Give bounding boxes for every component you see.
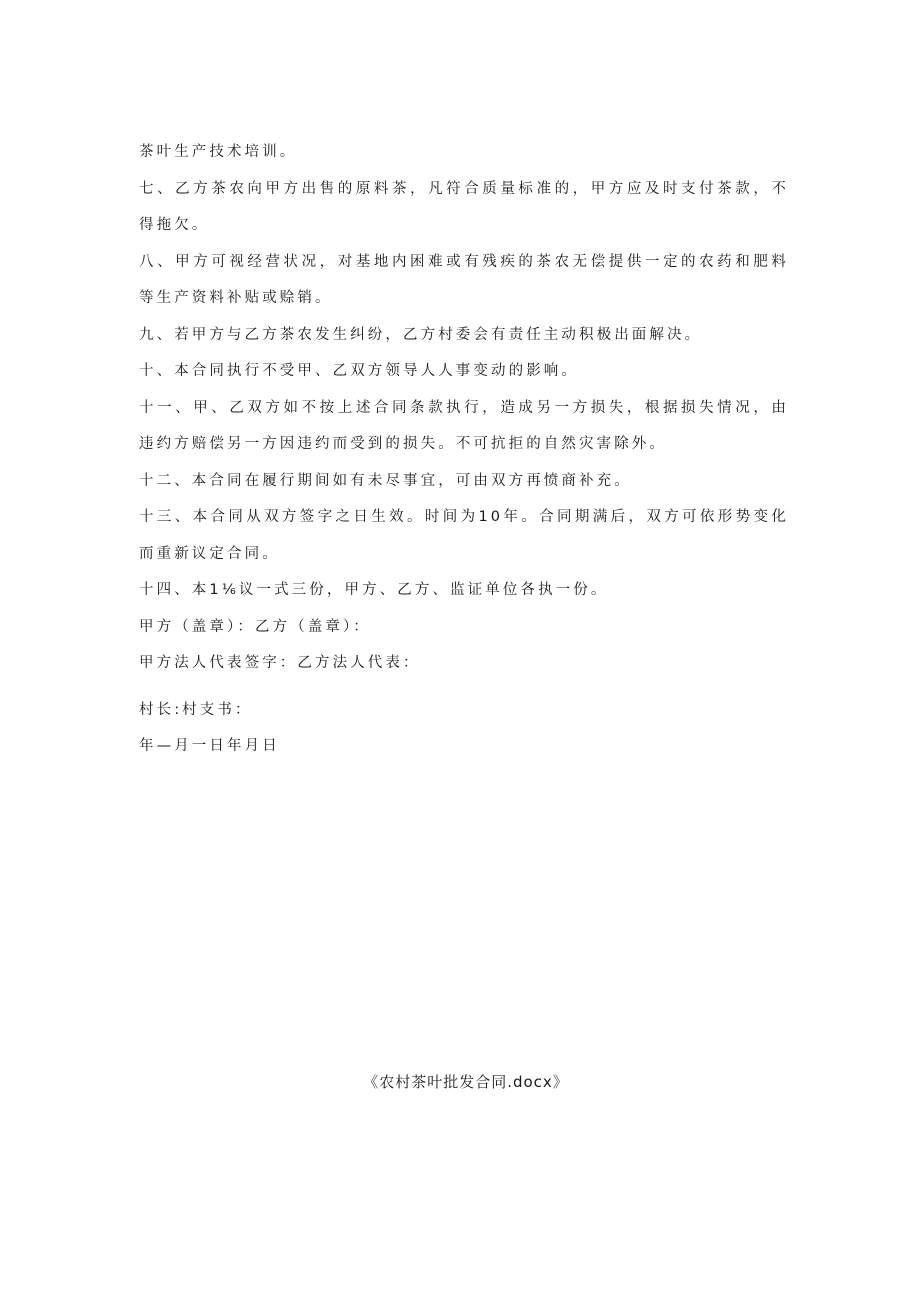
clause-seven: 七、乙方茶农向甲方出售的原料茶，凡符合质量标准的，甲方应及时支付茶款，不得拖欠。	[139, 180, 789, 233]
clause-thirteen: 十三、本合同从双方签字之日生效。时间为10年。合同期满后，双方可依形势变化而重新议定合同。	[139, 509, 789, 562]
clause-eight: 八、甲方可视经营状况，对基地内困难或有残疾的茶农无偿提供一定的农药和肥料等生产资料补贴或赊销。	[139, 253, 789, 306]
clause-fourteen: 十四、本1⅙议一式三份，甲方、乙方、监证单位各执一份。	[139, 582, 609, 598]
village-signature-line: 村长:村支书：	[139, 701, 253, 718]
clause-nine: 九、若甲方与乙方茶农发生纠纷，乙方村委会有责任主动积极出面解决。	[139, 326, 703, 343]
contract-body	[139, 134, 789, 765]
filename-label: 《农村茶叶批发合同.docx》	[363, 1073, 569, 1091]
document-filename-footer	[0, 1071, 920, 1092]
clause-eleven: 十一、甲、乙双方如不按上述合同条款执行，造成另一方损失，根据损失情况，由违约方赔偿另一方因违约而受到的损失。不可抗拒的自然灾害除外。	[139, 399, 789, 452]
signature-gap	[139, 682, 789, 692]
seal-line: 甲方（盖章）：乙方（盖章）：	[139, 618, 371, 635]
legal-rep-line: 甲方法人代表签字：乙方法人代表：	[139, 655, 421, 671]
clause-twelve: 十二、本合同在履行期间如有未尽事宜，可由双方再愤商补充。	[139, 472, 632, 489]
date-line: 年—月一日年月日	[139, 738, 280, 754]
paragraph-training: 茶叶生产技术培训。	[139, 144, 298, 160]
clause-ten: 十、本合同执行不受甲、乙双方领导人人事变动的影响。	[139, 363, 579, 379]
